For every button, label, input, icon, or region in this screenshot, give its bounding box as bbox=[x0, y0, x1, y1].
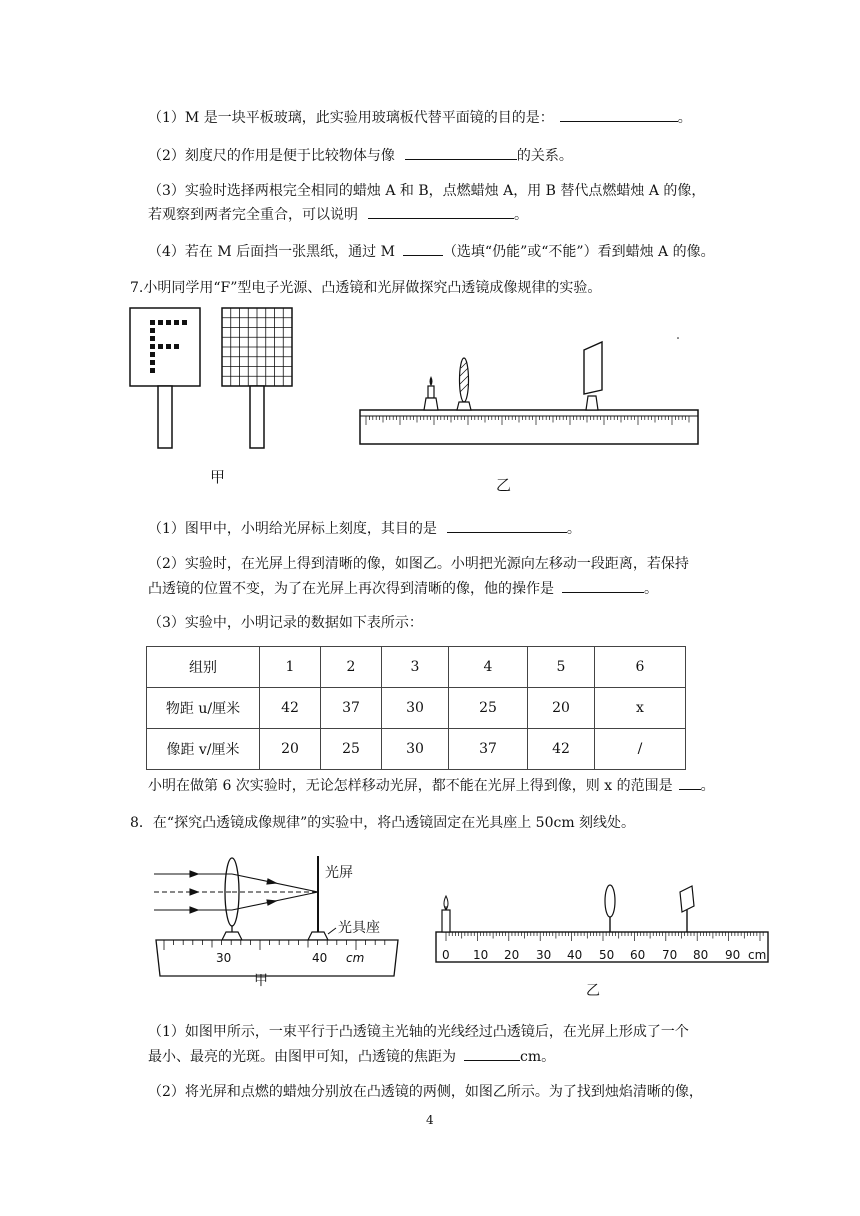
table-row bbox=[147, 729, 686, 770]
light-screen bbox=[680, 886, 694, 932]
q7-figure-yi bbox=[356, 330, 706, 450]
q6-item-1: （1）M 是一块平板玻璃，此实验用玻璃板代替平面镜的目的是： 。 bbox=[148, 107, 692, 128]
candle bbox=[424, 376, 438, 410]
table-cell: 42 bbox=[260, 688, 321, 729]
answer-blank[interactable] bbox=[560, 107, 678, 122]
q8-title: 8．在“探究凸透镜成像规律”的实验中，将凸透镜固定在光具座上 50cm 刻线处。 bbox=[130, 815, 636, 831]
table-cell: 25 bbox=[321, 729, 382, 770]
tick-label: 30 bbox=[536, 948, 552, 962]
q6-item-2: （2）刻度尺的作用是便于比较物体与像 的关系。 bbox=[148, 145, 573, 166]
label-screen: 光屏 bbox=[325, 865, 353, 881]
q7-item-2b: 凸透镜的位置不变，为了在光屏上再次得到清晰的像，他的操作是 。 bbox=[148, 578, 658, 599]
convex-lens bbox=[457, 358, 471, 410]
table-cell: 像距 v/厘米 bbox=[147, 729, 260, 770]
table-cell: 30 bbox=[382, 729, 449, 770]
q7-figure-jia bbox=[126, 306, 326, 456]
table-cell: 物距 u/厘米 bbox=[147, 688, 260, 729]
q7-item-3: （3）实验中，小明记录的数据如下表所示： bbox=[148, 615, 423, 631]
table-row bbox=[147, 688, 686, 729]
table-cell: x bbox=[595, 688, 686, 729]
table-cell: / bbox=[595, 729, 686, 770]
optical-bench bbox=[360, 410, 698, 444]
data-table bbox=[146, 646, 686, 770]
table-cell: 3 bbox=[382, 647, 449, 688]
f-light-source bbox=[130, 308, 200, 386]
table-cell: 37 bbox=[321, 688, 382, 729]
tick-label: 60 bbox=[630, 948, 646, 962]
q7-item-2a: （2）实验时，在光屏上得到清晰的像，如图乙。小明把光源向左移动一段距离，若保持 bbox=[148, 556, 689, 572]
answer-blank[interactable] bbox=[405, 145, 517, 160]
tick-label: 0 bbox=[442, 948, 450, 962]
table-cell: 37 bbox=[449, 729, 528, 770]
q7-item-1: （1）图甲中，小明给光屏标上刻度，其目的是 。 bbox=[148, 518, 581, 539]
q7-note: 小明在做第 6 次实验时，无论怎样移动光屏，都不能在光屏上得到像，则 x 的范围是 。 bbox=[148, 775, 715, 796]
unit-cm: cm bbox=[748, 948, 767, 962]
f-source-handle bbox=[158, 386, 172, 448]
convex-lens bbox=[605, 885, 615, 932]
table-cell: 4 bbox=[449, 647, 528, 688]
label-bench: 光具座 bbox=[338, 920, 380, 936]
table-cell: 2 bbox=[321, 647, 382, 688]
table-cell: 25 bbox=[449, 688, 528, 729]
q8-item-1a: （1）如图甲所示，一束平行于凸透镜主光轴的光线经过凸透镜后，在光屏上形成了一个 bbox=[148, 1024, 689, 1040]
tick-label: 80 bbox=[693, 948, 709, 962]
table-cell: 20 bbox=[260, 729, 321, 770]
q8-item-1b: 最小、最亮的光斑。由图甲可知，凸透镜的焦距为 cm。 bbox=[148, 1046, 555, 1067]
tick-label: 70 bbox=[662, 948, 678, 962]
parallel-rays bbox=[154, 871, 318, 913]
candle bbox=[442, 896, 450, 932]
tick-label: 50 bbox=[599, 948, 615, 962]
q8-fig-jia-caption: 甲 bbox=[254, 973, 268, 989]
answer-blank[interactable] bbox=[447, 518, 567, 533]
q6-item-2-text: （2）刻度尺的作用是便于比较物体与像 bbox=[148, 148, 395, 164]
table-cell: 5 bbox=[528, 647, 595, 688]
answer-blank[interactable] bbox=[464, 1046, 520, 1061]
table-cell: 组别 bbox=[147, 647, 260, 688]
q8-item-2: （2）将光屏和点燃的蜡烛分别放在凸透镜的两侧，如图乙所示。为了找到烛焰清晰的像， bbox=[148, 1084, 703, 1100]
tick-label: 40 bbox=[567, 948, 583, 962]
q7-fig-jia-caption: 甲 bbox=[210, 468, 226, 486]
q8-fig-yi-caption: 乙 bbox=[586, 983, 600, 999]
grid-screen-handle bbox=[250, 386, 264, 448]
tick-label-40: 40 bbox=[312, 951, 328, 965]
table-cell: 6 bbox=[595, 647, 686, 688]
answer-blank[interactable] bbox=[368, 204, 514, 219]
q7-title: 7.小明同学用“F”型电子光源、凸透镜和光屏做探究凸透镜成像规律的实验。 bbox=[130, 280, 602, 296]
q6-item-3b: 若观察到两者完全重合，可以说明 。 bbox=[148, 204, 528, 225]
tick-label: 20 bbox=[504, 948, 520, 962]
unit-cm: cm bbox=[346, 951, 365, 965]
answer-blank[interactable] bbox=[562, 578, 644, 593]
q6-item-3a: （3）实验时选择两根完全相同的蜡烛 A 和 B，点燃蜡烛 A，用 B 替代点燃蜡烛 A 的像， bbox=[148, 183, 706, 199]
table-cell: 1 bbox=[260, 647, 321, 688]
table-cell: 20 bbox=[528, 688, 595, 729]
q6-item-1-text: （1）M 是一块平板玻璃，此实验用玻璃板代替平面镜的目的是： bbox=[148, 110, 554, 126]
light-screen bbox=[584, 342, 602, 410]
tick-label-30: 30 bbox=[216, 951, 232, 965]
table-header-row bbox=[147, 647, 686, 688]
tick-label: 10 bbox=[473, 948, 489, 962]
page-number: 4 bbox=[426, 1113, 434, 1127]
q7-fig-yi-caption: 乙 bbox=[496, 476, 512, 494]
answer-blank[interactable] bbox=[679, 775, 701, 790]
table-cell: 42 bbox=[528, 729, 595, 770]
tick-label: 90 bbox=[725, 948, 741, 962]
table-cell: 30 bbox=[382, 688, 449, 729]
answer-blank[interactable] bbox=[403, 241, 443, 256]
q6-item-4: （4）若在 M 后面挡一张黑纸，通过 M （选填“仍能”或“不能”）看到蜡烛 A 的像。 bbox=[148, 241, 715, 262]
